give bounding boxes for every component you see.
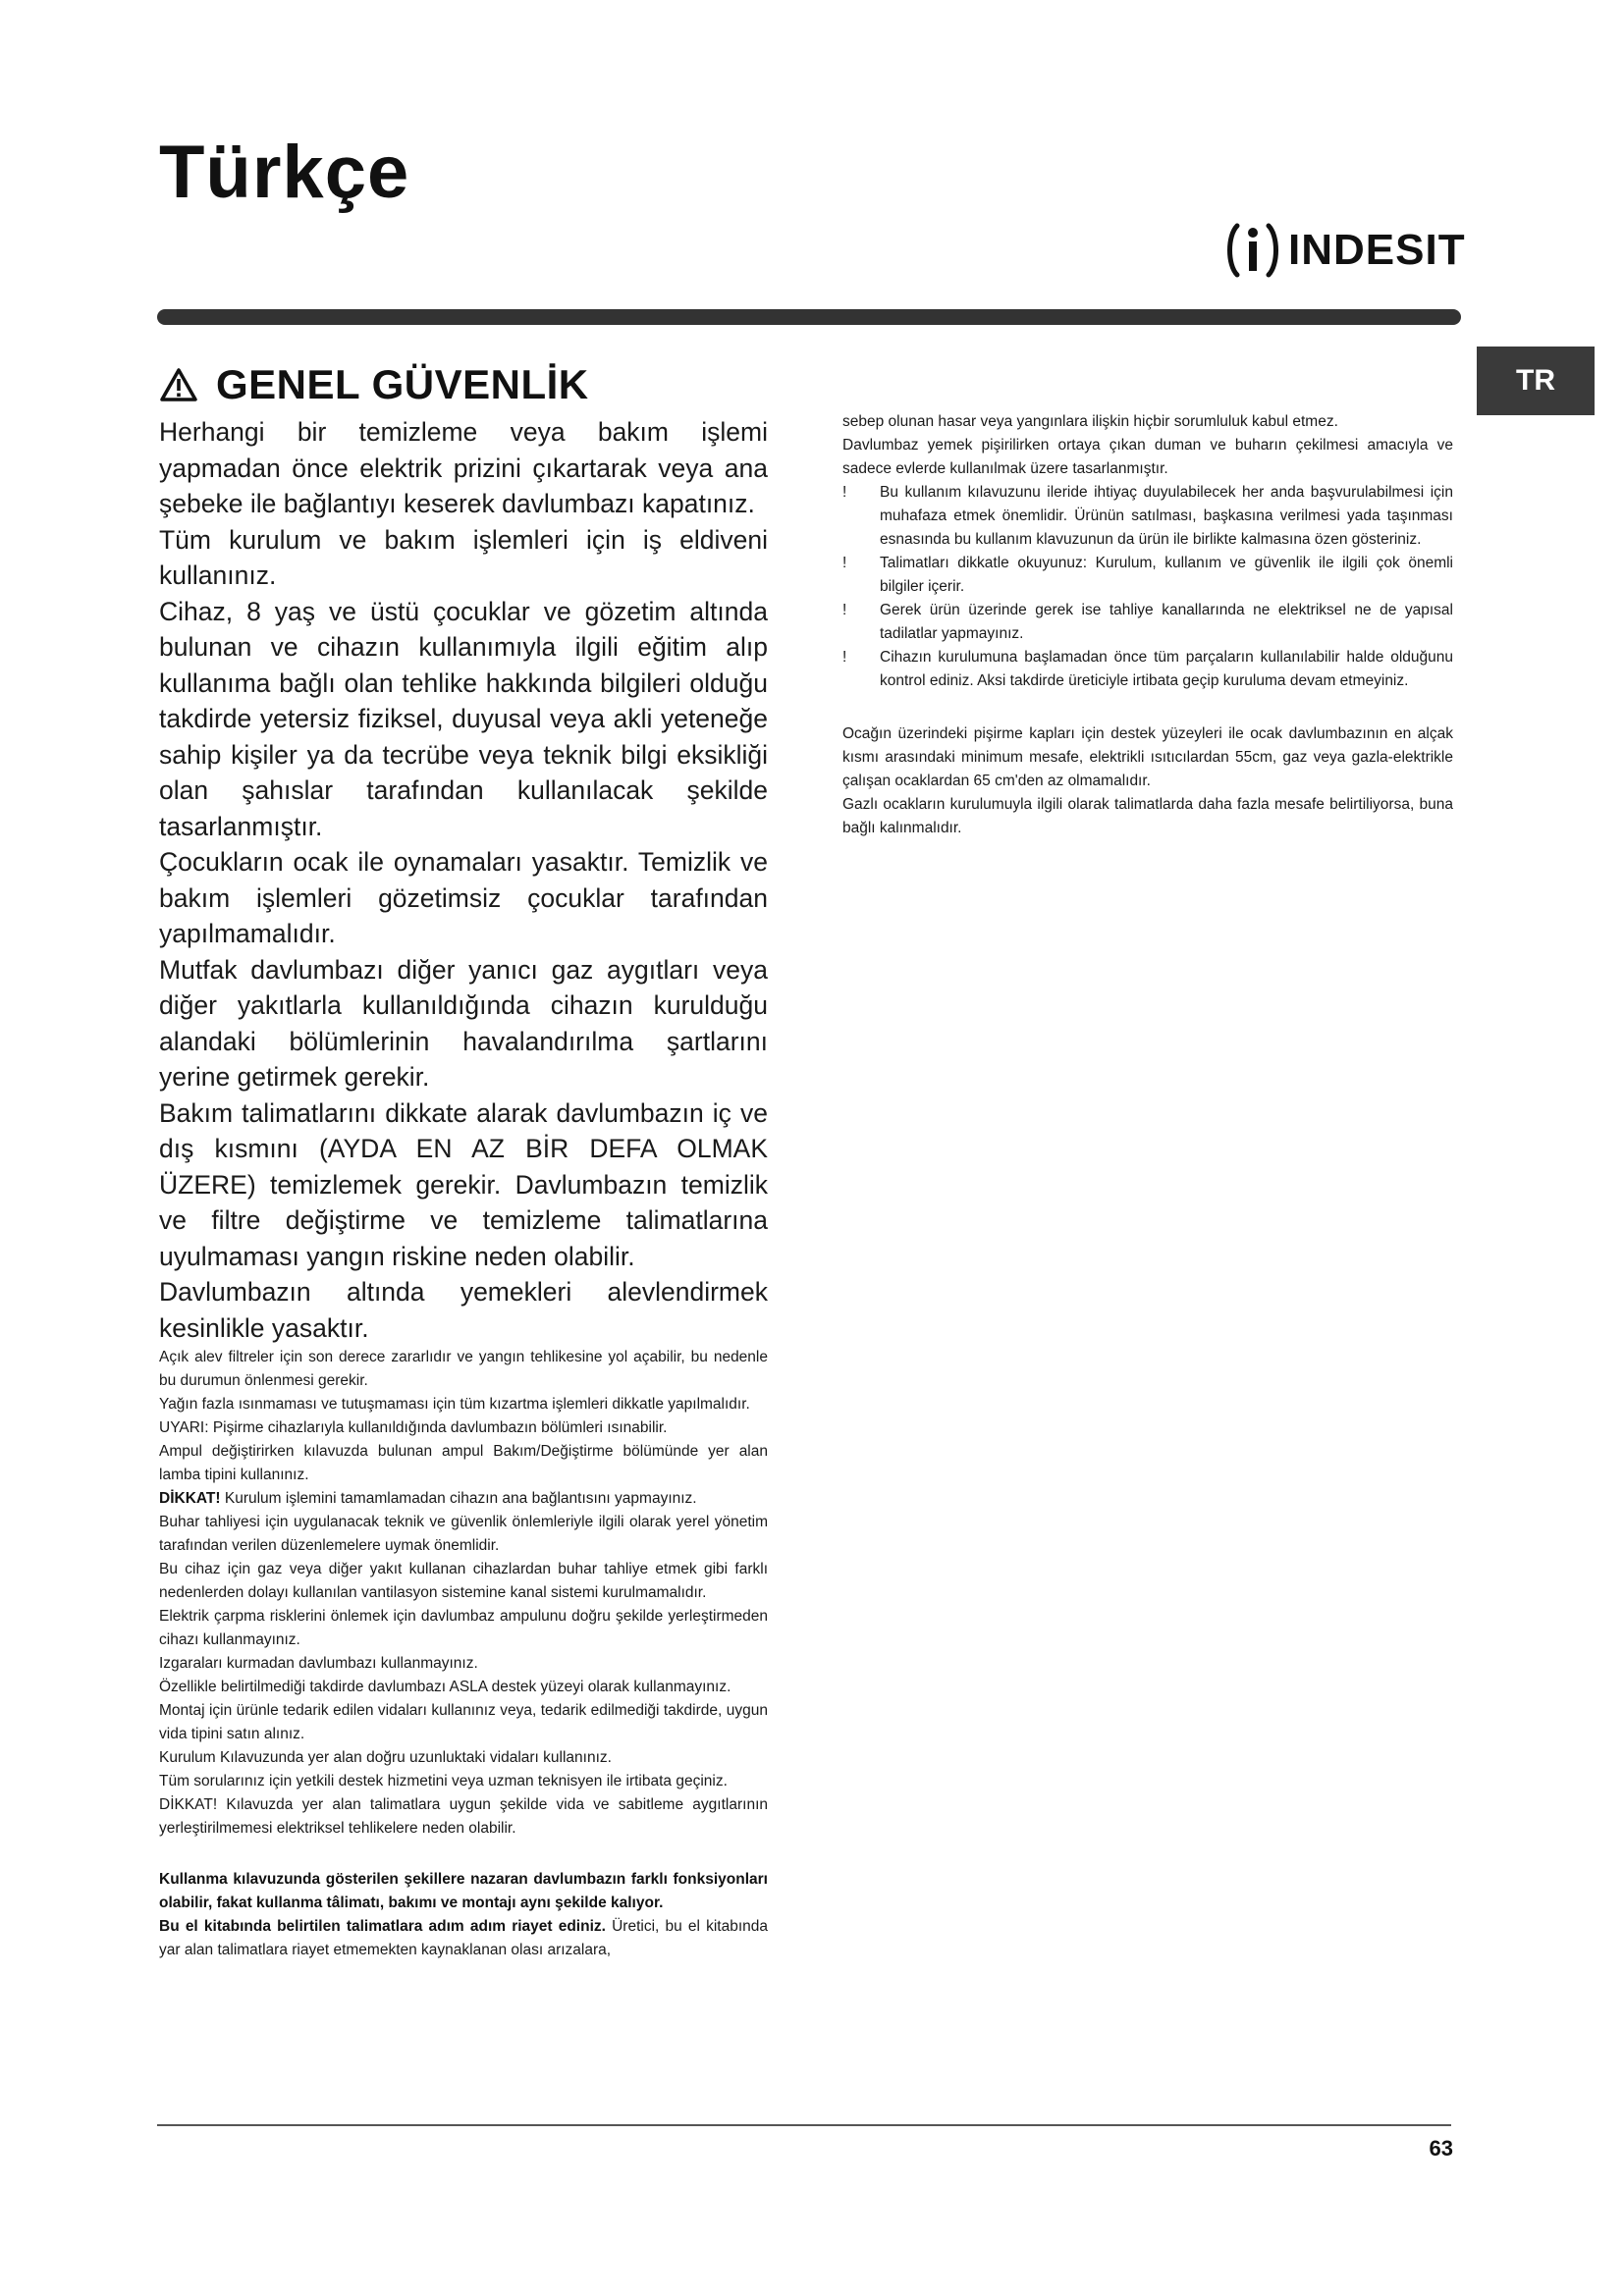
- exclamation-icon: !: [842, 649, 847, 666]
- follow-note: [159, 1915, 768, 1962]
- brand-name: INDESIT: [1288, 226, 1466, 274]
- paragraph: Izgaraları kurmadan davlumbazı kullanmayınız.: [159, 1655, 478, 1672]
- left-column: [159, 361, 768, 1962]
- small-text-block: [159, 1346, 768, 1962]
- follow-note-text: Üretici, bu el kitabında yar alan talimatlara riayet etmemekten kaynaklanan olası arızalara,: [159, 1918, 768, 1958]
- notice-text: Gerek ürün üzerinde gerek ise tahliye kanallarında ne elektriksel ne de yapısal tadilatlar yapmayınız.: [880, 602, 1453, 642]
- paragraph: Mutfak davlumbazı diğer yanıcı gaz aygıtları veya diğer yakıtlarla kullanıldığında cihazın kurulduğu alandaki bölümlerinin havalandırılma şartlarını yerine getirmek gerekir.: [159, 954, 768, 1092]
- paragraph: Çocukların ocak ile oynamaları yasaktır. Temizlik ve bakım işlemleri gözetimsiz çocuklar tarafından yapılmamalıdır.: [159, 847, 768, 948]
- paragraph: Davlumbaz yemek pişirilirken ortaya çıkan duman ve buharın çekilmesi amacıyla ve sadece evlerde kullanılmak üzere tasarlanmıştır.: [842, 437, 1453, 477]
- exclamation-icon: !: [842, 555, 847, 571]
- notice-item: [842, 646, 1453, 693]
- paragraph: Ampul değiştirirken kılavuzda bulunan ampul Bakım/Değiştirme bölümünde yer alan lamba tipini kullanınız.: [159, 1443, 768, 1483]
- paragraph: Cihaz, 8 yaş ve üstü çocuklar ve gözetim altında bulunan ve cihazın kullanımıyla ilgili eğitim alıp kullanıma bağlı olan tehlike hakkında bilgileri olduğu takdirde yetersiz fiziksel, duyusal veya akli yeteneğe sahip kişiler ya da tecrübe veya teknik bilgi eksikliği olan şahıslar tarafından kullanılacak şekilde tasarlanmıştır.: [159, 596, 768, 841]
- paragraph: Davlumbazın altında yemekleri alevlendirmek kesinlikle yasaktır.: [159, 1277, 768, 1343]
- notice-item: [842, 599, 1453, 646]
- notice-text: Talimatları dikkatle okuyunuz: Kurulum, kullanım ve güvenlik ile ilgili çok önemli bilgiler içerir.: [880, 555, 1453, 595]
- paragraph: Buhar tahliyesi için uygulanacak teknik ve güvenlik önlemleriyle ilgili olarak yerel yönetim tarafından verilen düzenlemelere uymak önemlidir.: [159, 1514, 768, 1554]
- header-divider: [157, 309, 1461, 325]
- paragraph: Elektrik çarpma risklerini önlemek için davlumbaz ampulunu doğru şekilde yerleştirmeden cihazı kullanmayınız.: [159, 1608, 768, 1648]
- paragraph: UYARI: Pişirme cihazlarıyla kullanıldığında davlumbazın bölümleri ısınabilir.: [159, 1419, 668, 1436]
- section-title: GENEL GÜVENLİK: [216, 361, 589, 407]
- paragraph: Montaj için ürünle tedarik edilen vidaları kullanınız veya, tedarik edilmediği takdirde, uygun vida tipini satın alınız.: [159, 1702, 768, 1742]
- warning-label: DİKKAT!: [159, 1490, 221, 1507]
- paragraph: Tüm sorularınız için yetkili destek hizmetini veya uzman teknisyen ile irtibata geçiniz.: [159, 1773, 728, 1789]
- warning-triangle-icon: [159, 367, 198, 402]
- notice-text: Bu kullanım kılavuzunu ileride ihtiyaç duyulabilecek her anda başvurulabilmesi için muhafaza etmek önemlidir. Ürünün satılması, başkasına verilmesi yada taşınması esnasında bu kullanım klavuzunun da ürün ile birlikte kalmasına özen gösteriniz.: [880, 484, 1453, 548]
- paragraph: Kurulum Kılavuzunda yer alan doğru uzunluktaki vidaları kullanınız.: [159, 1749, 612, 1766]
- large-text-block: [159, 414, 768, 1346]
- paragraph: Ocağın üzerindeki pişirme kapları için destek yüzeyleri ile ocak davlumbazının en alçak kısmı arasındaki minimum mesafe, elektrikli ısıtıcılardan 55cm, gaz veya gazla-elektrikle çalışan ocaklardan 65 cm'den az olmamalıdır.: [842, 725, 1453, 789]
- paragraph: Herhangi bir temizleme veya bakım işlemi yapmadan önce elektrik prizini çıkartarak veya ana şebeke ile bağlantıyı keserek davlumbazı kapatınız.: [159, 417, 768, 518]
- paragraph: sebep olunan hasar veya yangınlara ilişkin hiçbir sorumluluk kabul etmez.: [842, 413, 1338, 430]
- page-number: 63: [1429, 2136, 1453, 2161]
- footer-divider: [157, 2124, 1451, 2126]
- paragraph: Gazlı ocakların kurulumuyla ilgili olarak talimatlarda daha fazla mesafe belirtiliyorsa, buna bağlı kalınmalıdır.: [842, 796, 1453, 836]
- paragraph: Bakım talimatlarını dikkate alarak davlumbazın iç ve dış kısmını (AYDA EN AZ BİR DEFA OLMAK ÜZERE) temizlemek gerekir. Davlumbazın temizlik ve filtre değiştirme ve temizleme talimatlarına uyulmaması yangın riskine neden olabilir.: [159, 1097, 768, 1271]
- warning-text: Kurulum işlemini tamamlamadan cihazın ana bağlantısını yapmayınız.: [220, 1490, 697, 1507]
- language-title: Türkçe: [159, 131, 410, 214]
- follow-note-bold: Bu el kitabında belirtilen talimatlara adım adım riayet ediniz.: [159, 1918, 606, 1935]
- brand-logo: [1225, 216, 1466, 285]
- exclamation-icon: !: [842, 484, 847, 501]
- language-tab: TR: [1477, 347, 1595, 415]
- paragraph: Özellikle belirtilmediği takdirde davlumbazı ASLA destek yüzeyi olarak kullanmayınız.: [159, 1679, 731, 1695]
- warning-paragraph: [159, 1487, 768, 1511]
- notice-item: [842, 552, 1453, 599]
- exclamation-icon: !: [842, 602, 847, 618]
- paragraph: Açık alev filtreler için son derece zararlıdır ve yangın tehlikesine yol açabilir, bu nedenle bu durumun önlenmesi gerekir.: [159, 1349, 768, 1389]
- bold-note-text: Kullanma kılavuzunda gösterilen şekillere nazaran davlumbazın farklı fonksiyonları olabilir, fakat kullanma tâlimatı, bakımı ve montajı aynı şekilde kalıyor.: [159, 1871, 768, 1911]
- right-column: [842, 410, 1453, 840]
- bold-note: [159, 1868, 768, 1915]
- notice-item: [842, 481, 1453, 552]
- paragraph: DİKKAT! Kılavuzda yer alan talimatlara uygun şekilde vida ve sabitleme aygıtlarının yerleştirilmemesi elektriksel tehlikelere neden olabilir.: [159, 1796, 768, 1837]
- indesit-logo-icon: [1225, 220, 1280, 281]
- paragraph: Yağın fazla ısınmaması ve tutuşmaması için tüm kızartma işlemleri dikkatle yapılmalıdır.: [159, 1396, 750, 1413]
- paragraph: Tüm kurulum ve bakım işlemleri için iş eldiveni kullanınız.: [159, 524, 768, 590]
- section-heading: [159, 361, 768, 408]
- paragraph: Bu cihaz için gaz veya diğer yakıt kullanan cihazlardan buhar tahliye etmek gibi farklı nedenlerden dolayı kullanılan vantilasyon sistemine kanal sistemi kurulmamalıdır.: [159, 1561, 768, 1601]
- notice-text: Cihazın kurulumuna başlamadan önce tüm parçaların kullanılabilir halde olduğunu kontrol ediniz. Aksi takdirde üreticiyle irtibata geçip kuruluma devam etmeyiniz.: [880, 649, 1453, 689]
